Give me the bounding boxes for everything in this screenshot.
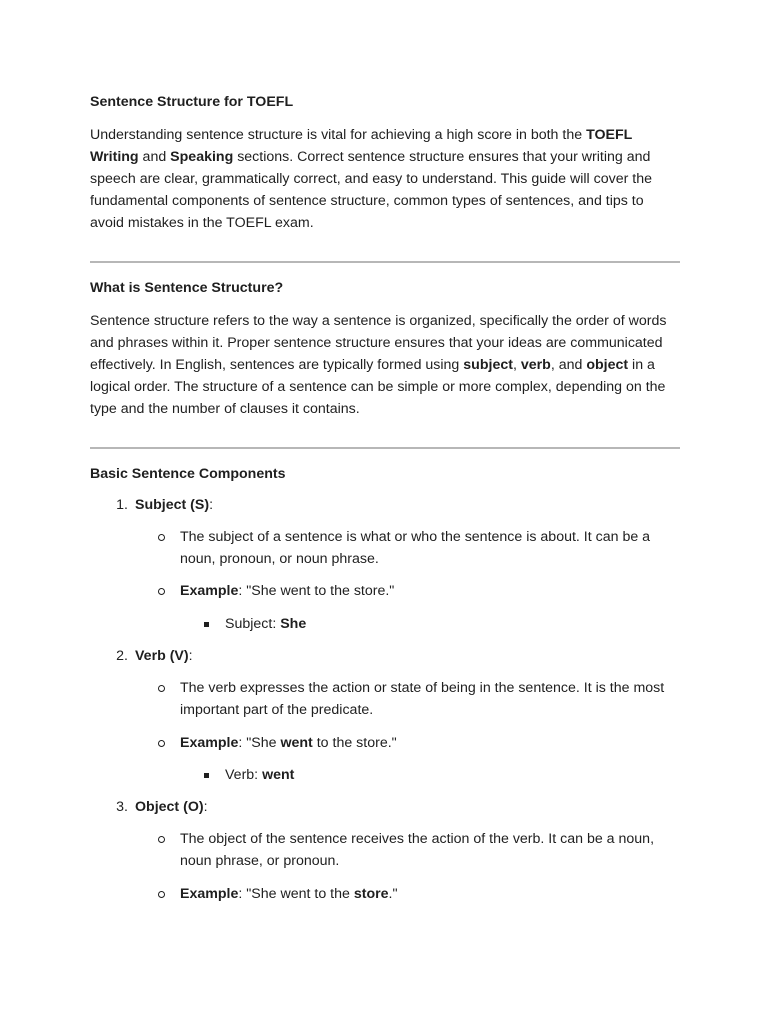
list-subitem-description: The subject of a sentence is what or who the sentence is about. It can be a noun, pronoun, or noun phrase.: [90, 526, 680, 570]
hollow-bullet-icon: [158, 740, 165, 747]
list-number: 2.: [116, 648, 128, 664]
document-content: [90, 92, 680, 905]
section-heading-components: Basic Sentence Components: [90, 466, 286, 482]
square-bullet-icon: [204, 773, 209, 778]
intro-paragraph: Understanding sentence structure is vital for achieving a high score in both the TOEFL Writing and Speaking sections. Correct sentence structure ensures that your writing and speech are clear, grammatically correct, and easy to understand. This guide will cover the fundamental components of sentence structure, common types of sentences, and tips to avoid mistakes in the TOEFL exam.: [90, 127, 652, 231]
list-item-subject: 1. Subject (S):: [90, 494, 680, 516]
hollow-bullet-icon: [158, 588, 165, 595]
list-number: 1.: [116, 497, 128, 513]
square-bullet-icon: [204, 622, 209, 627]
list-subsubitem: Subject: She: [90, 613, 680, 635]
list-subitem-example: Example: "She went to the store.": [90, 883, 680, 905]
document-title: Sentence Structure for TOEFL: [90, 94, 294, 110]
list-subitem-description: The object of the sentence receives the action of the verb. It can be a noun, noun phrase, or pronoun.: [90, 828, 680, 872]
list-item-object: 3. Object (O):: [90, 796, 680, 818]
list-subitem-description: The verb expresses the action or state of being in the sentence. It is the most important part of the predicate.: [90, 677, 680, 721]
hollow-bullet-icon: [158, 534, 165, 541]
hollow-bullet-icon: [158, 836, 165, 843]
list-number: 3.: [116, 799, 128, 815]
section-heading-what: What is Sentence Structure?: [90, 280, 284, 296]
hollow-bullet-icon: [158, 891, 165, 898]
list-subitem-example: Example: "She went to the store.": [90, 732, 680, 754]
list-subsubitem: Verb: went: [90, 764, 680, 786]
what-paragraph: Sentence structure refers to the way a sentence is organized, specifically the order of words and phrases within it. Proper sentence structure ensures that your ideas are communicated effectively. In English, sentences are typically formed using subject, verb, and object in a logical order. The structure of a sentence can be simple or more complex, depending on the type and the number of clauses it contains.: [90, 313, 667, 417]
hollow-bullet-icon: [158, 685, 165, 692]
list-subitem-example: Example: "She went to the store.": [90, 580, 680, 602]
list-item-verb: 2. Verb (V):: [90, 645, 680, 667]
